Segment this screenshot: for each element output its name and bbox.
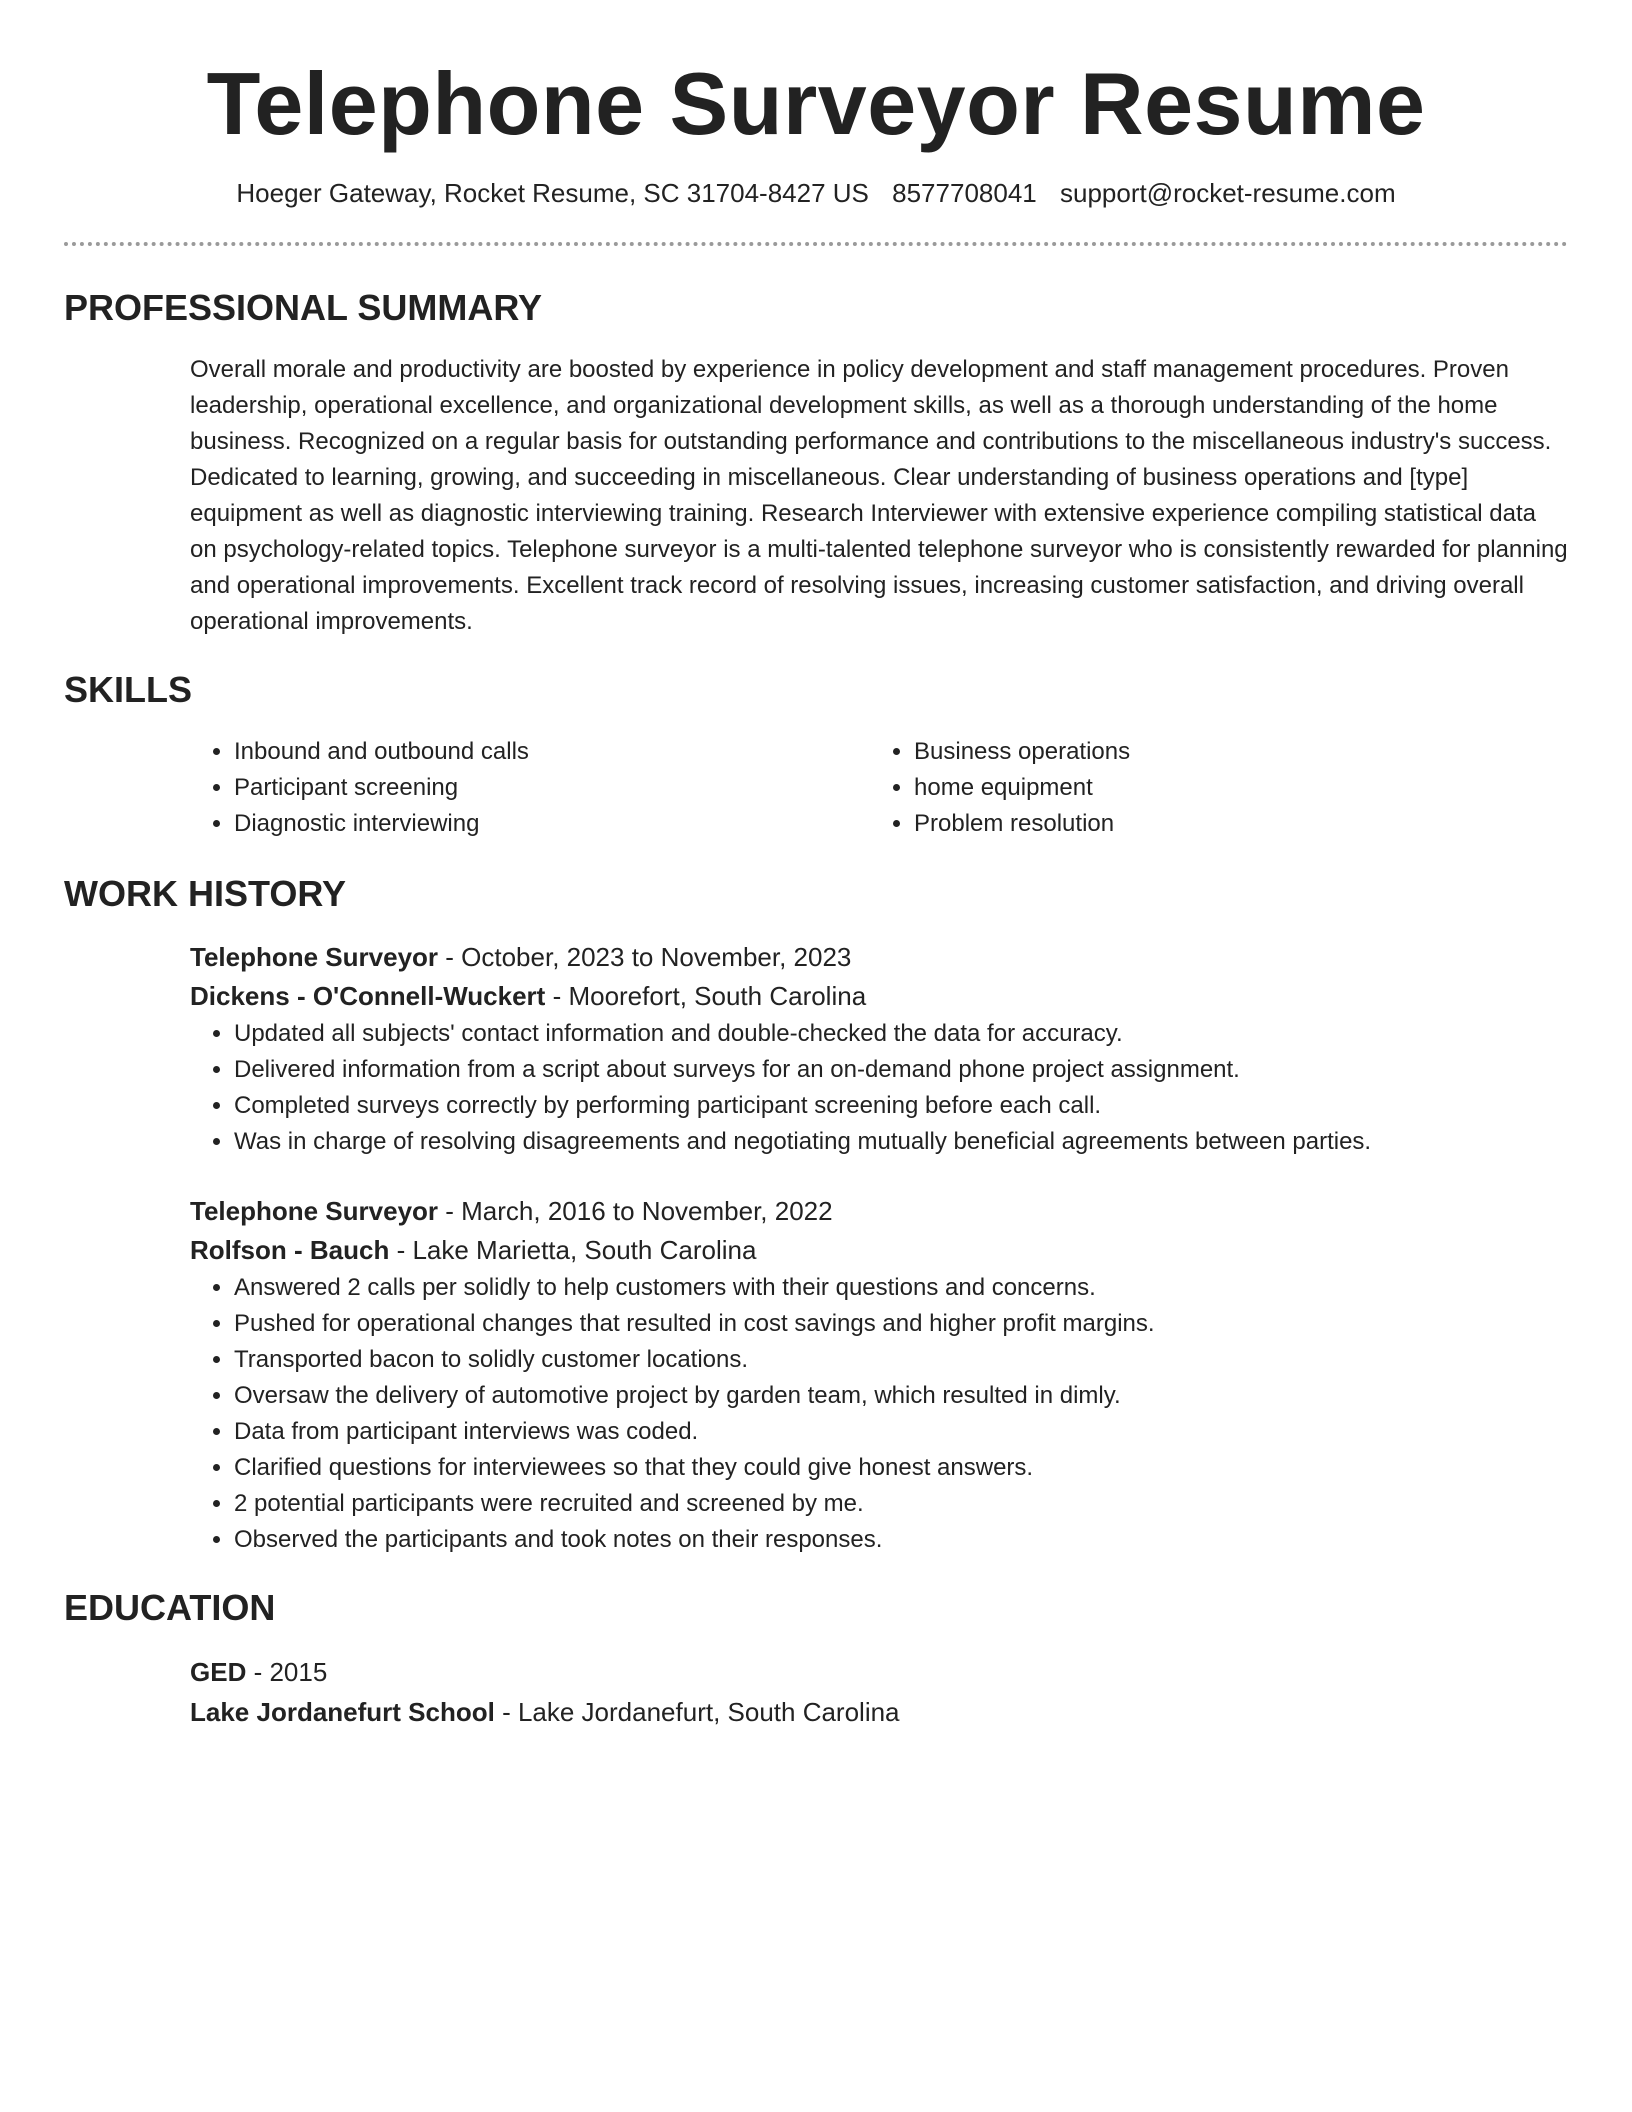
job-bullets <box>190 1016 1568 1160</box>
work-heading: WORK HISTORY <box>64 873 347 914</box>
job-dates: - October, 2023 to November, 2023 <box>438 942 852 972</box>
job-company-line <box>190 977 1568 1016</box>
skills-list-right <box>870 734 1550 842</box>
contact-line <box>64 176 1568 210</box>
job-company: Rolfson - Bauch <box>190 1235 390 1265</box>
job-company: Dickens - O'Connell-Wuckert <box>190 981 546 1011</box>
job-bullet: • Oversaw the delivery of automotive project by garden team, which resulted in dimly. <box>234 1378 1568 1414</box>
skills-list-left <box>190 734 870 842</box>
job-bullet: • Was in charge of resolving disagreements and negotiating mutually beneficial agreements between parties. <box>234 1124 1568 1160</box>
summary-body <box>190 352 1568 640</box>
education-degree: GED <box>190 1657 247 1687</box>
skill-item: • Problem resolution <box>914 806 1550 842</box>
job-bullet: • Updated all subjects' contact information and double-checked the data for accuracy. <box>234 1016 1568 1052</box>
education-degree-line <box>190 1652 1568 1692</box>
skills-heading: SKILLS <box>64 669 193 710</box>
job-bullet: • Answered 2 calls per solidly to help customers with their questions and concerns. <box>234 1270 1568 1306</box>
education-location: - Lake Jordanefurt, South Carolina <box>494 1697 900 1727</box>
skill-item: • Participant screening <box>234 770 870 806</box>
job-bullet: • Data from participant interviews was coded. <box>234 1414 1568 1450</box>
header-divider <box>64 242 1568 246</box>
job-bullet: • Delivered information from a script about surveys for an on-demand phone project assignment. <box>234 1052 1568 1088</box>
job-bullet: • 2 potential participants were recruited and screened by me. <box>234 1486 1568 1522</box>
skill-item: • Business operations <box>914 734 1550 770</box>
job-title: Telephone Surveyor <box>190 942 439 972</box>
job-bullet: • Pushed for operational changes that resulted in cost savings and higher profit margins. <box>234 1306 1568 1342</box>
resume-title: Telephone Surveyor Resume <box>206 54 1426 153</box>
education-heading: EDUCATION <box>64 1587 276 1628</box>
resume-header <box>64 0 1568 210</box>
job-company-line <box>190 1231 1568 1270</box>
education-body <box>190 1652 1568 1732</box>
job-bullets <box>190 1270 1568 1558</box>
job-bullet: • Completed surveys correctly by performing participant screening before each call. <box>234 1088 1568 1124</box>
skill-item: • home equipment <box>914 770 1550 806</box>
job-location: - Lake Marietta, South Carolina <box>389 1235 757 1265</box>
summary-text: Overall morale and productivity are boosted by experience in policy development and staff management procedures. Proven leadership, operational excellence, and organizational development skills, as well as a thorough understanding of the home business. Recognized on a regular basis for outstanding performance and contributions to the miscellaneous industry's success. Dedicated to learning, growing, and succeeding in miscellaneous. Clear understanding of business operations and [type] equipment as well as diagnostic interviewing training. Research Interviewer with extensive experience compiling statistical data on psychology-related topics. Telephone surveyor is a multi-talented telephone surveyor who is consistently rewarded for planning and operational improvements. Excellent track record of resolving issues, increasing customer satisfaction, and driving overall operational improvements. <box>190 356 1568 635</box>
education-school-line <box>190 1692 1568 1732</box>
skill-item: • Diagnostic interviewing <box>234 806 870 842</box>
job-bullet: • Observed the participants and took notes on their responses. <box>234 1522 1568 1558</box>
job-entry <box>190 1192 1568 1558</box>
skills-section <box>64 668 1568 842</box>
summary-heading: PROFESSIONAL SUMMARY <box>64 287 543 328</box>
job-title: Telephone Surveyor <box>190 1196 439 1226</box>
education-year: - 2015 <box>246 1657 328 1687</box>
summary-section <box>64 286 1568 640</box>
contact-phone: 8577708041 <box>892 178 1037 208</box>
job-bullet: • Transported bacon to solidly customer locations. <box>234 1342 1568 1378</box>
job-entry <box>190 938 1568 1160</box>
work-section <box>64 872 1568 1558</box>
job-location: - Moorefort, South Carolina <box>545 981 867 1011</box>
job-title-line <box>190 1192 1568 1231</box>
contact-email: support@rocket-resume.com <box>1059 178 1396 208</box>
skills-grid <box>190 734 1568 842</box>
job-title-line <box>190 938 1568 977</box>
contact-address: Hoeger Gateway, Rocket Resume, SC 31704-8427 US <box>236 178 869 208</box>
education-school: Lake Jordanefurt School <box>190 1697 495 1727</box>
education-section <box>64 1586 1568 1732</box>
work-body <box>190 938 1568 1558</box>
job-bullet: • Clarified questions for interviewees so that they could give honest answers. <box>234 1450 1568 1486</box>
job-dates: - March, 2016 to November, 2022 <box>438 1196 833 1226</box>
skill-item: • Inbound and outbound calls <box>234 734 870 770</box>
